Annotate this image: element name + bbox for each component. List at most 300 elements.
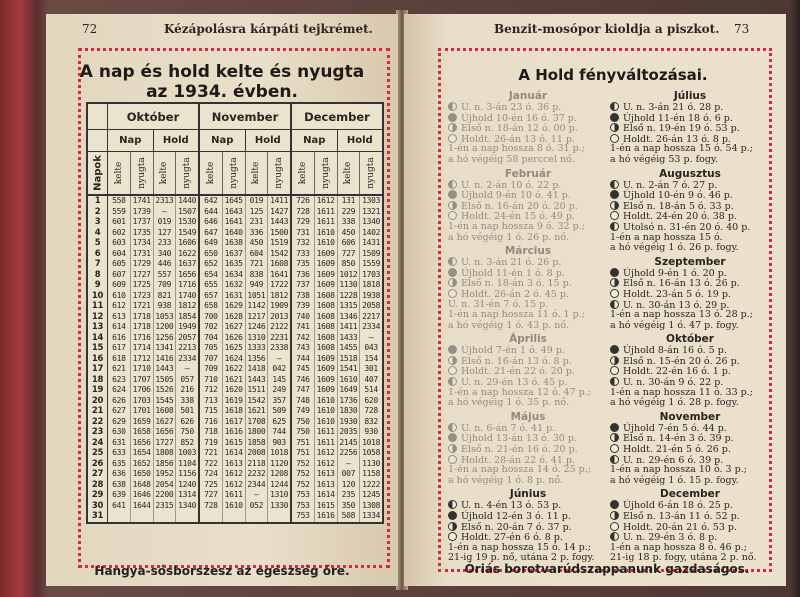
time-cell: 1217 [247,311,266,321]
phase-line [610,201,770,212]
phase-text: U. n. 4-én 13 ó. 53 p. [461,500,562,512]
month-block [448,412,608,487]
time-cell: 631 [112,437,126,447]
day-number: 16 [91,353,104,364]
time-cell: 2008 [247,448,266,457]
month-block [448,489,608,564]
time-cell: 1611 [316,427,335,436]
time-cell: 1722 [270,280,289,289]
time-cell: 509 [272,406,286,415]
time-cell: 1634 [224,269,243,279]
time-cell: 1621 [247,406,266,415]
time-cell: 1608 [316,290,335,300]
time-cell: 559 [112,206,126,216]
month-block [610,257,770,332]
time-column [131,196,154,522]
time-cell [154,511,176,522]
time-column [338,196,361,522]
time-cell: 742 [296,332,310,342]
phase-text: Holdt. 23-án 5 ó. 19 p. [623,288,731,300]
day-number: 30 [91,500,104,511]
time-cell: 1340 [178,500,197,510]
time-cell: 1610 [316,416,335,426]
phase-text: Utolsó n. 31-én 20 ó. 40 p. [623,221,751,233]
phase-text: Első n. 18-án 3 ó. 15 p. [461,278,572,290]
time-cell: 1314 [178,490,197,499]
phase-text: Holdt. 21-én 5 ó. 26 p. [623,444,731,456]
time-cell: 338 [180,395,194,405]
time-cell: 736 [296,269,310,279]
time-cell: 1018 [362,437,381,447]
time-cell: 557 [157,269,172,279]
phase-text: 1-én a nap hossza 9 ó. 32 p.; [448,220,585,232]
phase-line [448,102,608,113]
time-cell: 1627 [155,416,174,426]
time-cell: 1610 [339,374,358,384]
phase-text: Újhold 12-én 3 ó. 11 p. [461,511,571,522]
phase-line [448,113,608,124]
time-cell: 744 [296,353,310,363]
time-cell: 629 [112,416,126,426]
time-cell: 1321 [362,206,381,216]
time-cell: 1608 [316,322,335,331]
phase-text: U. n. 2-án 10 ó. 22 p. [461,179,562,191]
phase-text: Holdt. 26-án 13 ó. 8 p. [623,133,731,145]
time-cell: 630 [112,427,126,436]
phase-text: Újhold 11-én 1 ó. 8 p. [461,267,565,279]
moon-new-icon [448,113,457,122]
time-cell: 1622 [224,364,243,373]
moon-last-icon [448,423,457,432]
time-cell: 1611 [316,217,335,226]
time-cell: 938 [157,301,172,310]
time-cell: 1731 [132,248,151,258]
time-cell: 1656 [132,437,151,447]
time-cell: 1627 [224,322,243,331]
napok-header: Napok [88,152,108,194]
time-cell: 2213 [178,343,197,352]
day-number: 24 [91,437,104,448]
phase-text: 1-én a nap hossza 12 ó. 47 p.; [448,386,591,398]
time-cell: 1608 [316,332,335,342]
day-number: 12 [91,311,104,322]
right-page [404,14,786,586]
time-cell: 650 [204,248,218,258]
time-cell: 751 [296,437,310,447]
phase-text: U. n. 3-án 23 ó. 36 p. [461,102,562,113]
month-heading: Szeptember [654,255,726,268]
time-cell: 2122 [270,322,289,331]
phase-line [610,522,770,533]
time-cell: 1637 [178,259,197,268]
month-block [448,169,608,244]
time-cell: 1333 [247,343,266,352]
time-column [268,196,292,522]
month-heading: Október [666,333,714,346]
phase-text: Holdt. 24-én 20 ó. 38 p. [623,211,737,223]
day-number: 7 [94,259,101,269]
phase-text: Újhold 6-án 18 ó. 25 p. [623,500,733,512]
phase-line [610,123,770,134]
time-cell: 738 [296,290,310,300]
time-cell: 728 [204,500,218,510]
phase-text: Holdt. 26-án 13 ó. 11 p. [461,133,575,145]
phase-text: a hó végéig 1 ó. 35 p. nő. [448,397,570,409]
day-number: 18 [91,374,104,385]
moon-last-icon [448,257,457,266]
time-cell: 1612 [316,196,335,205]
time-cell: 1854 [178,311,197,321]
time-cell: 2035 [339,427,358,436]
month-block [448,91,608,166]
time-cell: 838 [249,269,264,279]
time-cell: 1208 [270,469,289,478]
time-cell: 1608 [316,311,335,321]
day-number: 9 [94,280,101,290]
time-cell: 052 [249,500,264,510]
time-cell: 625 [272,416,286,426]
time-cell: 1440 [178,196,197,205]
time-cell: 610 [112,290,126,300]
phase-line [610,102,770,113]
moon-last-icon [448,377,457,386]
table-month-header [88,104,382,130]
time-cell: 623 [112,374,126,384]
moon-full-icon [448,289,457,298]
time-cell: 1610 [316,238,335,247]
day-number: 5 [94,238,101,248]
time-cell: 728 [364,406,378,415]
time-cell: 1641 [224,217,243,226]
time-cell: 446 [157,259,172,268]
time-cell: 1609 [316,259,335,268]
phase-line [610,345,770,356]
phase-line [610,155,770,166]
time-cell: 1701 [132,406,151,415]
time-cell: 2313 [155,196,174,205]
time-cell: 1310 [247,332,266,342]
day-number: 21 [91,406,104,416]
month-heading: Február [504,167,552,180]
time-cell: 1721 [132,301,151,310]
day-number: 15 [91,343,104,353]
phase-line [610,500,770,511]
phase-text: Első n. 19-én 19 ó. 53 p. [623,123,740,135]
moon-first-icon [448,278,457,287]
phase-text: a hó végéig 1 ó. 28 p. fogy. [610,397,739,409]
moon-first-icon [448,356,457,365]
time-cell: — [346,458,351,468]
time-cell: 043 [364,343,378,352]
time-cell: 724 [204,469,218,478]
phase-line [610,211,770,222]
time-cell: 1856 [155,458,174,468]
time-cell: 1930 [339,416,358,426]
time-cell: 702 [204,322,218,331]
time-cell: 1018 [270,448,289,457]
time-cell: — [368,332,374,342]
phase-text: 1-én a nap hossza 13 ó. 28 p.; [610,309,753,321]
day-number-column [88,196,108,522]
time-cell: 2217 [362,311,381,321]
time-cell: 1729 [132,259,151,268]
time-cell: 1619 [224,395,243,405]
time-cell: 1741 [132,196,151,205]
time-cell: 1650 [132,469,151,478]
time-cell: 612 [112,301,126,310]
day-number: 8 [94,269,101,280]
day-number: 29 [91,490,104,500]
time-cell: 1617 [224,416,243,426]
time-cell: 1611 [316,206,335,216]
time-cell: 644 [204,206,218,216]
moon-new-icon [610,268,619,277]
time-cell: 735 [296,259,310,268]
time-cell: 1949 [178,322,197,331]
day-number: 3 [94,217,101,227]
phase-text: Első n. 21-én 16 ó. 20 p. [461,444,578,456]
time-cell: 751 [296,448,310,457]
moon-last-icon [448,102,457,111]
time-cell: 752 [296,479,310,489]
time-cell: 1542 [247,395,266,405]
day-number: 17 [91,364,104,374]
moon-last-icon [610,222,619,231]
time-cell: 1612 [316,458,335,468]
time-cell: 1303 [362,196,381,205]
time-cell: 154 [364,353,378,363]
time-cell: 1012 [339,269,358,279]
time-column [292,196,315,522]
time-cell: 655 [204,280,218,289]
table-title-line1: A nap és hold kelte és nyugta [79,62,365,82]
moon-first-icon [448,522,457,531]
moon-full-icon [448,532,457,541]
kelte-nyugta-header: kelte [338,152,361,194]
time-cell: 508 [341,511,356,520]
day-number: 11 [91,301,104,311]
day-number: 2 [94,206,101,217]
time-cell: 1341 [155,343,174,352]
time-cell: 1643 [224,206,243,216]
time-cell: 229 [341,206,356,216]
time-cell: 1433 [339,332,358,342]
time-cell: 1418 [247,364,266,373]
time-cell: 1310 [270,490,289,499]
phase-text: Holdt. 20-án 21 ó. 53 p. [623,521,737,533]
time-cell: 145 [272,374,286,384]
month-block [610,169,770,254]
phase-text: Újhold 10-én 9 ó. 46 p. [623,190,733,202]
moon-last-icon [610,180,619,189]
phase-text: 1-én a nap hossza 11 ó. 1 p.; [448,309,585,321]
time-cell: 725 [204,479,218,489]
time-cell: 709 [157,280,172,289]
time-cell: 616 [112,332,126,342]
month-block [448,334,608,409]
time-cell: 1648 [132,479,151,489]
time-cell: 1641 [270,269,289,279]
time-cell: 1611 [316,437,335,447]
time-cell: 617 [112,343,126,352]
sub-header: Nap [292,130,338,151]
moon-new-icon [448,190,457,199]
time-cell: 1622 [178,248,197,258]
time-cell: 850 [341,259,356,268]
time-cell: 019 [249,196,264,205]
phase-text: Újhold 9-én 1 ó. 20 p. [623,267,727,279]
time-cell: 1626 [224,332,243,342]
month-header: December [304,110,370,124]
time-cell: 2013 [270,311,289,321]
phase-line [610,190,770,201]
time-cell: 1649 [339,385,358,394]
time-cell: 832 [364,416,378,426]
time-cell: 1620 [224,385,243,394]
time-cell: 233 [157,238,172,247]
time-cell: 1507 [178,206,197,216]
time-column [154,196,177,522]
moon-first-icon [610,511,619,520]
time-cell: 1609 [316,385,335,394]
day-number: 14 [91,332,104,343]
phase-text: 1-én a nap hossza 10 ó. 3 p.; [610,464,747,476]
phase-line [610,444,770,455]
phase-line [448,366,608,377]
month-heading: Május [510,410,546,423]
moon-phases-left-column [448,88,608,564]
time-cell: 728 [296,206,310,216]
time-cell: 336 [249,227,264,237]
time-cell: 1530 [178,217,197,226]
time-cell: 743 [296,343,310,352]
moon-full-icon [448,211,457,220]
phase-text: a hó végéig 1 ó. 43 p. nő. [448,319,570,331]
moon-last-icon [610,102,619,111]
time-cell: 602 [112,227,126,237]
time-cell: 627 [112,406,126,415]
time-cell: 1736 [339,395,358,405]
time-cell: 1346 [339,311,358,321]
phase-line [448,433,608,444]
time-cell: 604 [249,248,264,258]
time-cell: 1637 [224,248,243,258]
day-number: 10 [91,290,104,301]
time-cell: 1707 [132,374,151,384]
time-cell: 1723 [132,290,151,300]
moon-first-icon [448,201,457,210]
time-cell: 710 [204,374,218,384]
phase-line [448,155,608,166]
phase-line [448,511,608,522]
time-cell: 1130 [339,280,358,289]
month-header: Október [108,104,200,129]
month-heading: December [660,488,720,501]
time-cell: 407 [364,374,378,384]
time-cell: 903 [272,437,286,447]
kelte-nyugta-header: kelte [108,152,131,194]
moon-new-icon [448,345,457,354]
phase-text: Első n. 14-én 3 ó. 39 p. [623,433,734,445]
time-cell: 626 [112,395,126,405]
time-cell: 2334 [178,353,197,363]
time-cell: 1611 [224,490,243,499]
time-cell: 501 [180,406,194,415]
time-cell: 1455 [339,343,358,352]
time-cell: 1549 [178,227,197,237]
time-cell [200,511,222,522]
phase-line [610,113,770,124]
time-cell: 301 [364,364,378,373]
time-cell: 1610 [316,406,335,415]
page-header-left: Kézápolásra kárpáti tejkrémet. [164,22,373,36]
time-cell: 1609 [316,374,335,384]
phase-text: a hó végéig 58 perccel nő. [448,153,575,165]
time-cell [223,511,245,522]
phase-line [448,423,608,434]
day-number: 19 [91,385,104,395]
time-cell: 1356 [247,353,266,363]
phase-text: U. n. 30-án 13 ó. 29 p. [623,299,730,311]
time-cell: 127 [157,227,172,237]
time-cell: 1315 [339,301,358,310]
moon-new-icon [610,500,619,509]
time-cell: 2145 [339,437,358,447]
time-cell: 1256 [155,332,174,342]
moon-new-icon [448,511,457,520]
day-number: 4 [94,227,101,238]
phase-line [448,444,608,455]
phase-text: Újhold 7-én 5 ó. 44 p. [623,422,727,434]
moon-last-icon [448,500,457,509]
time-cell: 2057 [178,332,197,342]
time-cell: 1003 [178,448,197,457]
phase-line [610,423,770,434]
day-number: 28 [91,479,104,490]
time-cell: 721 [249,259,264,268]
time-cell: 733 [296,248,310,258]
phase-text: Újhold 7-én 1 ó. 49 p. [461,345,565,357]
time-cell: 716 [204,416,218,426]
time-cell: 636 [112,469,126,478]
time-cell: — [184,364,190,373]
moon-full-icon [610,444,619,453]
time-cell: 657 [204,290,218,300]
time-cell: 1638 [224,238,243,247]
time-cell: 1612 [316,448,335,457]
moon-full-icon [610,522,619,531]
time-cell: 1830 [339,406,358,415]
phase-line [610,398,770,409]
moon-full-icon [448,366,457,375]
phase-text: Holdt. 24-én 15 ó. 49 p. [461,211,575,223]
time-cell: 721 [204,448,218,457]
time-cell: 1858 [247,437,266,447]
time-cell: 1652 [132,458,151,468]
time-cell: 1542 [270,248,289,258]
time-cell: 1509 [362,248,381,258]
day-number: 13 [91,322,104,332]
month-block [610,334,770,409]
time-cell: 1427 [270,206,289,216]
phase-text: 21-ig 19 p. nő, utána 2 p. fogy. [448,552,595,564]
time-cell: 2200 [155,490,174,499]
time-cell: 1610 [224,500,243,510]
moon-new-icon [610,190,619,199]
time-cell: 654 [204,269,218,279]
time-cell: 620 [364,395,378,405]
time-cell: 649 [204,238,218,247]
